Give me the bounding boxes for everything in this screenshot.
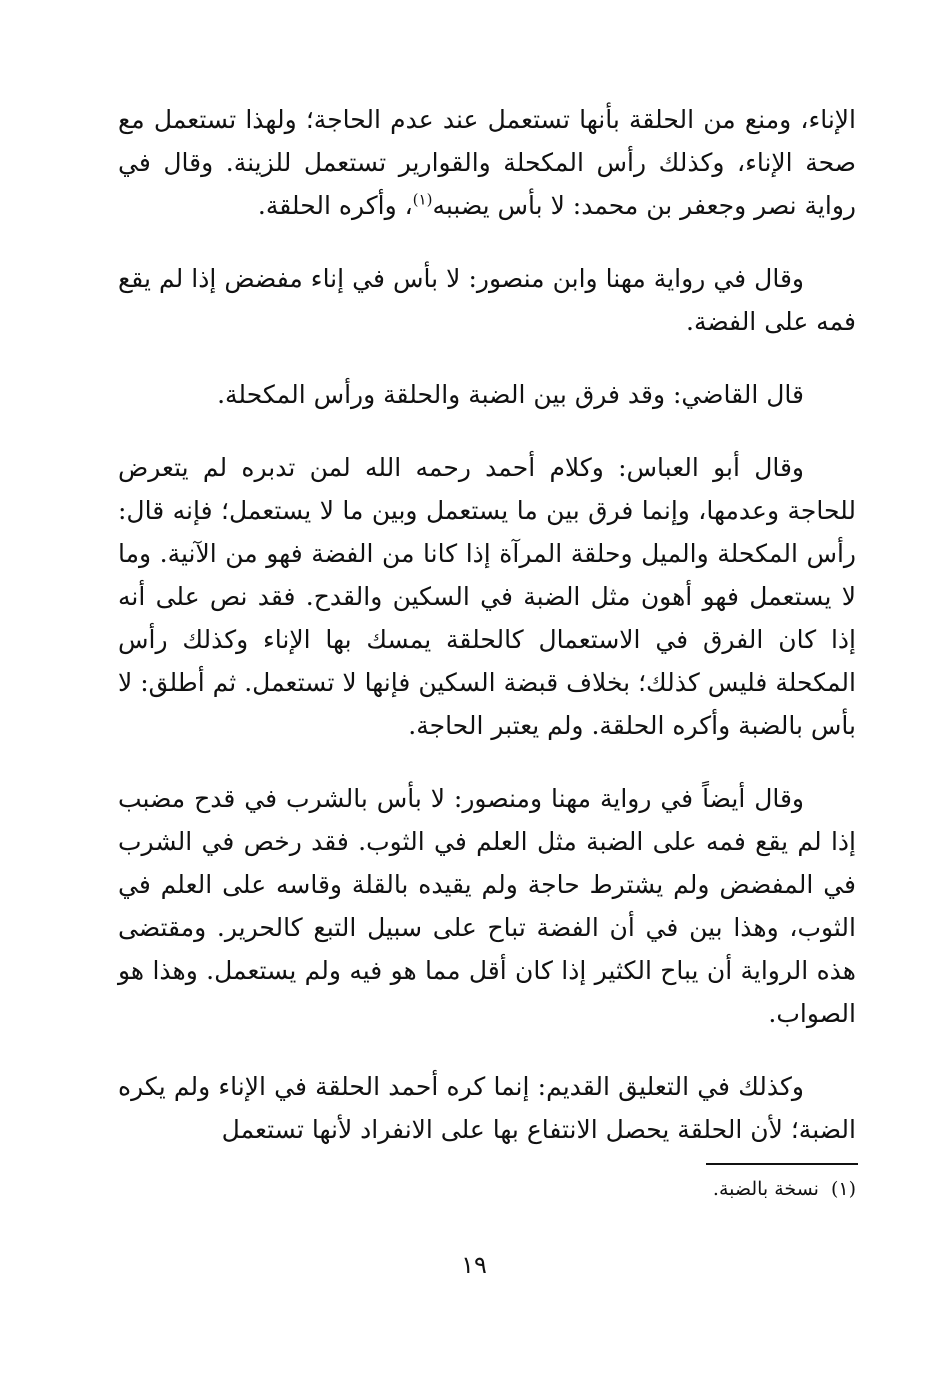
main-text — [118, 98, 856, 1181]
footnote-number: (١) — [830, 1178, 856, 1200]
paragraph-6: وكذلك في التعليق القديم: إنما كره أحمد الحلقة في الإناء ولم يكره الضبة؛ لأن الحلقة يحصل الانتفاع بها على الانفراد لأنها تستعمل — [118, 1072, 856, 1144]
footnote-divider — [706, 1163, 858, 1165]
page-number: ١٩ — [461, 1251, 487, 1279]
paragraph-1-text-end: ، وأكره الحلقة. — [257, 191, 413, 220]
footnote-text: نسخة بالضبة. — [712, 1178, 819, 1200]
paragraph-5: وقال أيضاً في رواية مهنا ومنصور: لا بأس بالشرب في قدح مضبب إذا لم يقع فمه على الضبة مثل العلم في الثوب. فقد رخص في الشرب في المفضض ولم يشترط حاجة ولم يقيده بالقلة وقاسه على العلم في الثوب، وهذا بين في أن الفضة تباح على سبيل التبع كالحرير. ومقتضى هذه الرواية أن يباح الكثير إذا كان أقل مما هو فيه ولم يستعمل. وهذا هو الصواب. — [118, 784, 856, 1028]
paragraph-1-text: الإناء، ومنع من الحلقة بأنها تستعمل عند عدم الحاجة؛ ولهذا تستعمل مع صحة الإناء، وكذلك رأس المكحلة والقوارير تستعمل للزينة. وقال في رواية نصر وجعفر بن محمد: لا بأس يضببه — [118, 105, 856, 220]
paragraph-3: قال القاضي: وقد فرق بين الضبة والحلقة ورأس المكحلة. — [217, 380, 804, 409]
paragraph-1 — [118, 98, 856, 227]
paragraph-4: وقال أبو العباس: وكلام أحمد رحمه الله لمن تدبره لم يتعرض للحاجة وعدمها، وإنما فرق بين ما يستعمل وبين ما لا يستعمل؛ فإنه قال: رأس المكحلة والميل وحلقة المرآة إذا كانا من الفضة فهو من الآنية. وما لا يستعمل فهو أهون مثل الضبة في السكين والقدح. فقد نص على أنه إذا كان الفرق في الاستعمال كالحلقة يمسك بها الإناء وكذلك رأس المكحلة فليس كذلك؛ بخلاف قبضة السكين فإنها لا تستعمل. ثم أطلق: لا بأس بالضبة وأكره الحلقة. ولم يعتبر الحاجة. — [118, 453, 856, 740]
footnote-marker: (١) — [412, 190, 433, 209]
paragraph-2: وقال في رواية مهنا وابن منصور: لا بأس في إناء مفضض إذا لم يقع فمه على الفضة. — [118, 264, 856, 336]
footnote — [713, 1175, 856, 1203]
